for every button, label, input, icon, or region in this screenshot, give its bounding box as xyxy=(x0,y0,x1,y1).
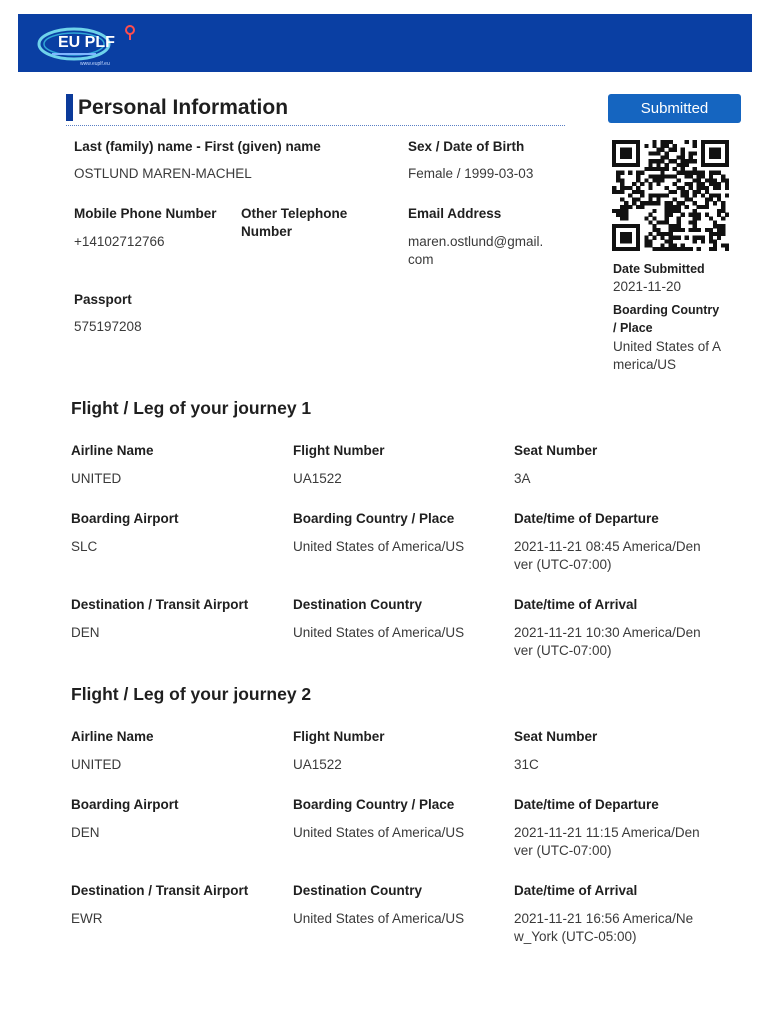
side-boarding-label xyxy=(613,301,719,337)
name-value: OSTLUND MAREN-MACHEL xyxy=(74,166,252,181)
logo-text: EU PLF xyxy=(58,34,115,51)
leg-1-airline-label: Airline Name xyxy=(71,443,154,458)
leg-1-flight-number-label: Flight Number xyxy=(293,443,385,458)
leg-1-flight-number-value: UA1522 xyxy=(293,471,342,486)
leg-2-departure-label: Date/time of Departure xyxy=(514,797,659,812)
leg-2-boarding-country-label: Boarding Country / Place xyxy=(293,797,455,812)
leg-2-seat-value: 31C xyxy=(514,757,539,772)
logo-subtext: www.euplf.eu xyxy=(80,61,110,67)
leg-2-flight-number-label: Flight Number xyxy=(293,729,385,744)
other-phone-label-line1: Other Telephone xyxy=(241,206,348,221)
sex-dob-value: Female / 1999-03-03 xyxy=(408,166,534,181)
leg-2-departure-value xyxy=(514,824,700,860)
leg-2-boarding-airport-label: Boarding Airport xyxy=(71,797,179,812)
leg-1-boarding-airport-label: Boarding Airport xyxy=(71,511,179,526)
date-submitted-value: 2021-11-20 xyxy=(613,279,682,294)
leg-2-airline-value: UNITED xyxy=(71,757,122,772)
leg-2-destination-country-label: Destination Country xyxy=(293,883,423,898)
leg-2-boarding-airport-value: DEN xyxy=(71,825,100,840)
leg-1-arrival-label: Date/time of Arrival xyxy=(514,597,638,612)
leg-1-arrival-value xyxy=(514,624,701,660)
leg-1-boarding-airport-value: SLC xyxy=(71,539,98,554)
leg-2-boarding-country-value: United States of America/US xyxy=(293,825,465,840)
name-label: Last (family) name - First (given) name xyxy=(74,139,321,154)
leg-1-seat-label: Seat Number xyxy=(514,443,598,458)
leg-1-destination-country-label: Destination Country xyxy=(293,597,423,612)
section-divider xyxy=(66,125,565,126)
leg-1-departure-label: Date/time of Departure xyxy=(514,511,659,526)
side-boarding-label-line2: / Place xyxy=(613,321,653,335)
side-boarding-value-line2: merica/US xyxy=(613,357,677,372)
email-value-line1: maren.ostlund@gmail. xyxy=(408,234,544,249)
leg-2-departure-line2: ver (UTC-07:00) xyxy=(514,843,612,858)
leg-1-destination-country-value: United States of America/US xyxy=(293,625,465,640)
submitted-status-button[interactable]: Submitted xyxy=(608,94,741,123)
leg-2-arrival-line1: 2021-11-21 16:56 America/Ne xyxy=(514,911,694,926)
leg-1-title: Flight / Leg of your journey 1 xyxy=(71,398,312,418)
qr-code-icon xyxy=(612,140,729,251)
leg-1-destination-airport-value: DEN xyxy=(71,625,100,640)
leg-2-airline-label: Airline Name xyxy=(71,729,154,744)
leg-1-departure-line2: ver (UTC-07:00) xyxy=(514,557,612,572)
mobile-label: Mobile Phone Number xyxy=(74,206,217,221)
leg-2-departure-line1: 2021-11-21 11:15 America/Den xyxy=(514,825,700,840)
side-boarding-value xyxy=(613,338,721,374)
leg-2-arrival-value xyxy=(514,910,693,946)
leg-2-arrival-line2: w_York (UTC-05:00) xyxy=(514,929,637,944)
sex-dob-label: Sex / Date of Birth xyxy=(408,139,525,154)
leg-1-arrival-line2: ver (UTC-07:00) xyxy=(514,643,612,658)
leg-1-departure-value xyxy=(514,538,701,574)
leg-1-boarding-country-label: Boarding Country / Place xyxy=(293,511,455,526)
leg-1-boarding-country-value: United States of America/US xyxy=(293,539,465,554)
leg-2-destination-airport-value: EWR xyxy=(71,911,103,926)
email-label: Email Address xyxy=(408,206,502,221)
eu-plf-logo-icon xyxy=(36,20,140,68)
page-title: Personal Information xyxy=(78,96,289,119)
leg-1-arrival-line1: 2021-11-21 10:30 America/Den xyxy=(514,625,701,640)
leg-2-flight-number-value: UA1522 xyxy=(293,757,342,772)
leg-2-arrival-label: Date/time of Arrival xyxy=(514,883,638,898)
side-boarding-value-line1: United States of A xyxy=(613,339,722,354)
other-phone-label xyxy=(241,205,347,241)
leg-1-airline-value: UNITED xyxy=(71,471,122,486)
leg-2-destination-airport-label: Destination / Transit Airport xyxy=(71,883,249,898)
leg-1-seat-value: 3A xyxy=(514,471,531,486)
leg-1-destination-airport-label: Destination / Transit Airport xyxy=(71,597,249,612)
side-boarding-label-line1: Boarding Country xyxy=(613,303,720,317)
leg-2-title: Flight / Leg of your journey 2 xyxy=(71,684,312,704)
passport-value: 575197208 xyxy=(74,319,142,334)
leg-2-destination-country-value: United States of America/US xyxy=(293,911,465,926)
leg-1-departure-line1: 2021-11-21 08:45 America/Den xyxy=(514,539,701,554)
date-submitted-label: Date Submitted xyxy=(613,262,705,276)
section-marker xyxy=(66,94,73,121)
mobile-value: +14102712766 xyxy=(74,234,165,249)
other-phone-label-line2: Number xyxy=(241,224,293,239)
email-value-line2: com xyxy=(408,252,434,267)
email-value xyxy=(408,233,543,269)
header-bar xyxy=(18,14,752,72)
passport-label: Passport xyxy=(74,292,132,307)
leg-2-seat-label: Seat Number xyxy=(514,729,598,744)
